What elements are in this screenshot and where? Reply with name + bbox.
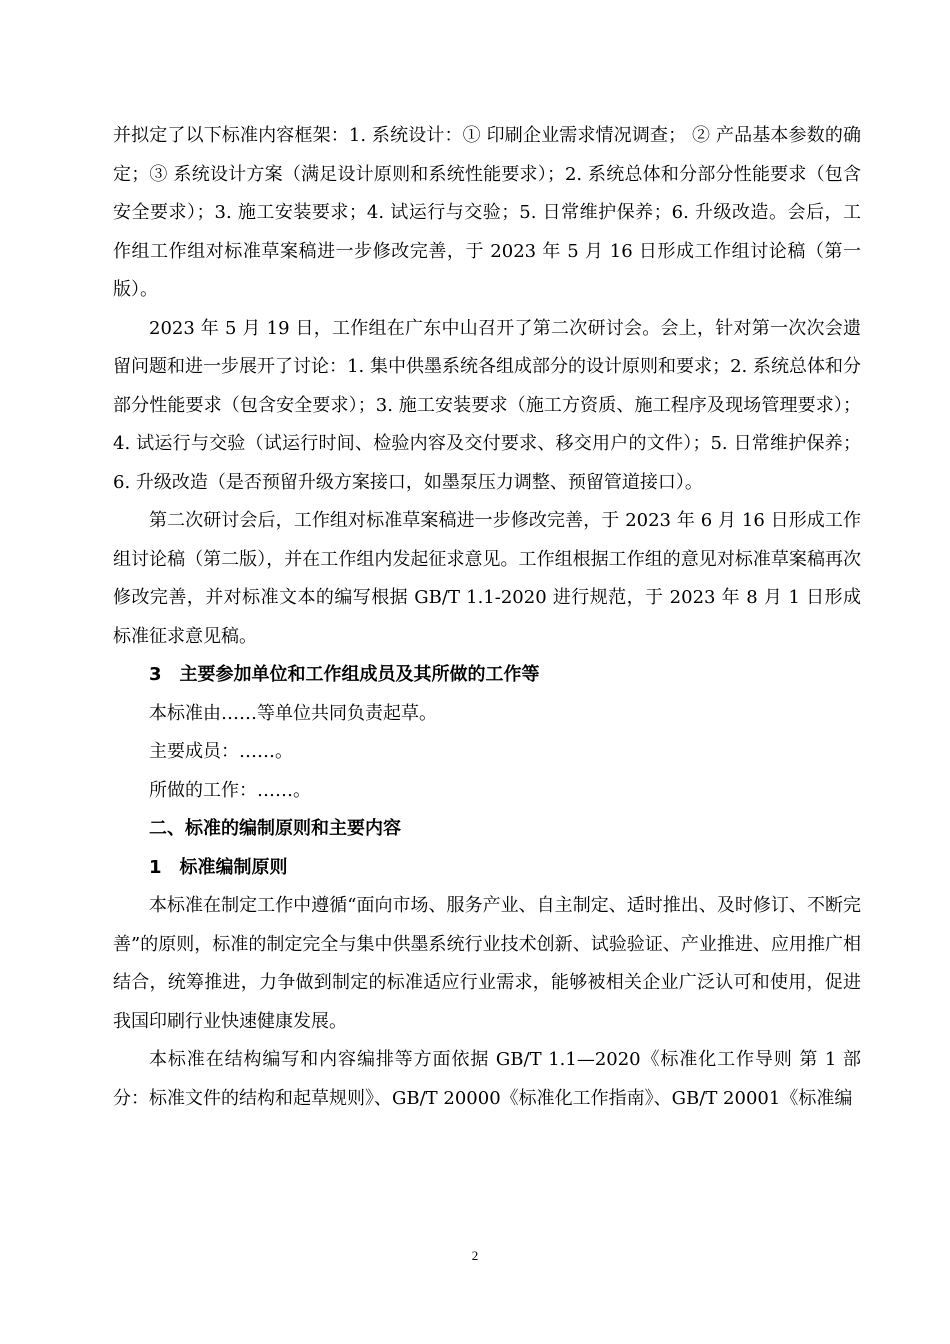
section-heading-participants: 3 主要参加单位和工作组成员及其所做的工作等 <box>149 664 540 685</box>
page-number: 2 <box>471 1248 479 1263</box>
framework-paragraph: 并拟定了以下标准内容框架：1. 系统设计：① 印刷企业需求情况调查； ② 产品基本参数的确定；③ 系统设计方案（满足设计原则和系统性能要求）；2. 系统总体和分部分性能要求（包含安全要求）；3. 施工安装要求；4. 试运行与交验；5. 日常维护保养；6. 升级改造。会后，工作组工作组对标准草案稿进一步修改完善，于 2023 年 5 月 16 日形成工作组讨论稿（第一版）。 <box>113 125 861 300</box>
second-seminar-paragraph: 2023 年 5 月 19 日，工作组在广东中山召开了第二次研讨会。会上，针对第一次次会遗留问题和进一步展开了讨论：1. 集中供墨系统各组成部分的设计原则和要求；2. 系统总体和分部分性能要求（包含安全要求）；3. 施工安装要求（施工方资质、施工程序及现场管理要求）；4. 试运行与交验（试运行时间、检验内容及交付要求、移交用户的文件）；5. 日常维护保养；6. 升级改造（是否预留升级方案接口，如墨泵压力调整、预留管道接口）。 <box>113 317 861 493</box>
main-members-paragraph: 主要成员：……。 <box>149 741 293 762</box>
work-done-paragraph: 所做的工作：……。 <box>149 779 311 801</box>
drafting-units-paragraph: 本标准由……等单位共同负责起草。 <box>149 702 437 724</box>
structure-paragraph: 本标准在结构编写和内容编排等方面依据 GB/T 1.1—2020《标准化工作导则 第 1 部分：标准文件的结构和起草规则》、GB/T 20000《标准化工作指南》、GB/T 20001《标准编 <box>113 1049 861 1109</box>
principle-paragraph: 本标准在制定工作中遵循“面向市场、服务产业、自主制定、适时推出、及时修订、不断完善”的原则，标准的制定完全与集中供墨系统行业技术创新、试验验证、产业推进、应用推广相结合，统筹推进，力争做到制定的标准适应行业需求，能够被相关企业广泛认可和使用，促进我国印刷行业快速健康发展。 <box>113 895 861 1032</box>
document-body <box>113 117 861 1118</box>
section-heading-principles: 1 标准编制原则 <box>149 856 288 878</box>
section-title-principles-content: 二、标准的编制原则和主要内容 <box>149 818 401 839</box>
draft-revision-paragraph: 第二次研讨会后，工作组对标准草案稿进一步修改完善，于 2023 年 6 月 16 日形成工作组讨论稿（第二版），并在工作组内发起征求意见。工作组根据工作组的意见对标准草案稿再次修改完善，并对标准文本的编写根据 GB/T 1.1-2020 进行规范，于 2023 年 8 月 1 日形成标准征求意见稿。 <box>113 510 861 647</box>
